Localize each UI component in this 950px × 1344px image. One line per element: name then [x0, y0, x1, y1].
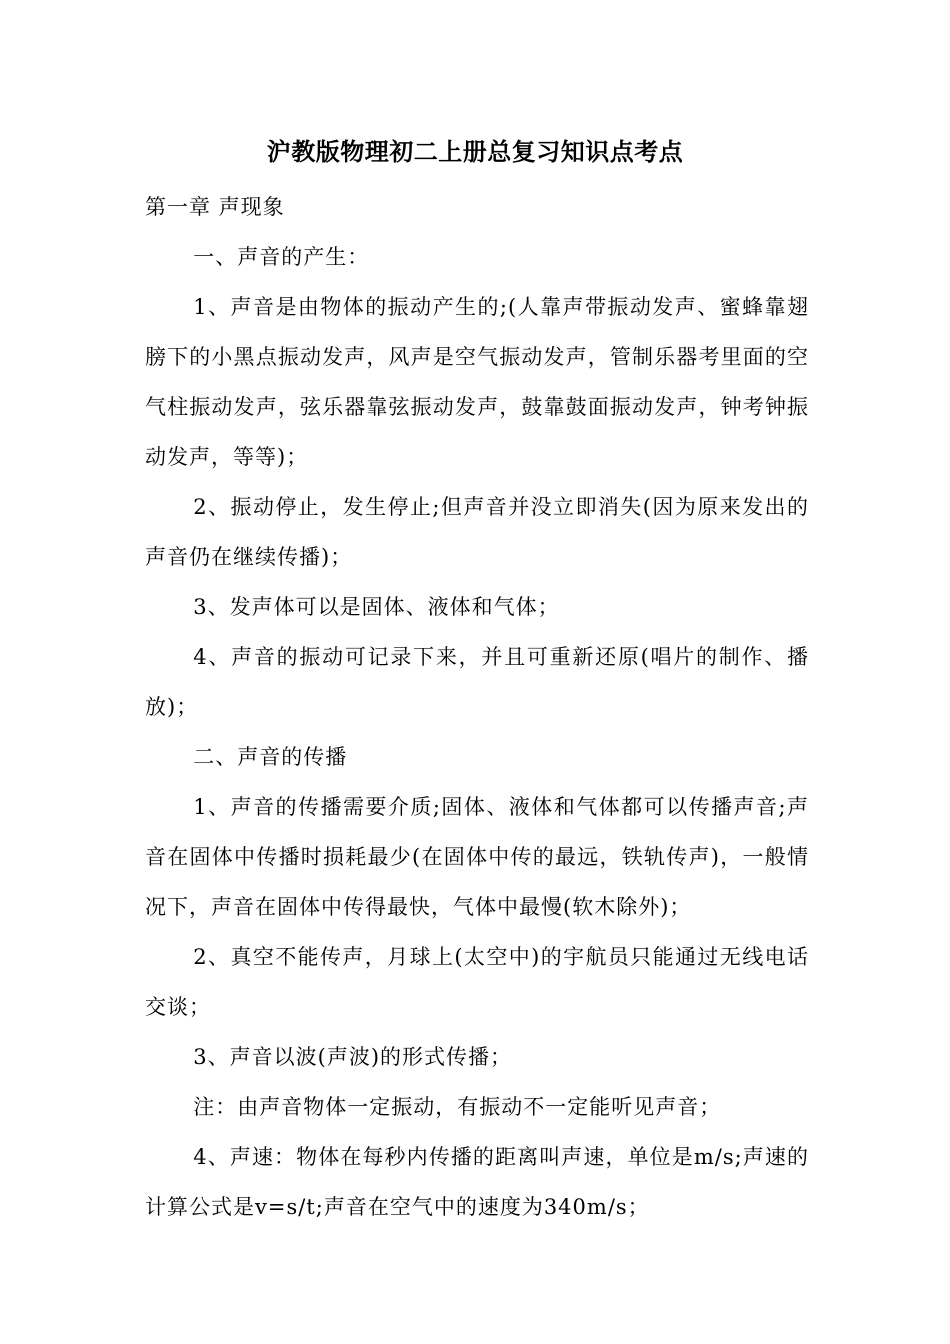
- paragraph: 4、声速：物体在每秒内传播的距离叫声速，单位是m/s;声速的计算公式是v=s/t;声音在空气中的速度为340m/s；: [145, 1145, 809, 1219]
- paragraph: 2、真空不能传声，月球上(太空中)的宇航员只能通过无线电话交谈；: [145, 945, 809, 1019]
- section-heading: 一、声音的产生：: [193, 245, 370, 269]
- paragraph: 3、发声体可以是固体、液体和气体；: [193, 595, 560, 619]
- paragraph: 4、声音的振动可记录下来，并且可重新还原(唱片的制作、播放)；: [145, 645, 809, 719]
- section-heading: 二、声音的传播: [193, 745, 348, 769]
- paragraph: 3、声音以波(声波)的形式传播；: [193, 1045, 513, 1069]
- document-title: 沪教版物理初二上册总复习知识点考点: [266, 138, 684, 166]
- chapter-heading: 第一章 声现象: [145, 195, 285, 219]
- document-body: [145, 182, 809, 1232]
- paragraph: 2、振动停止，发生停止;但声音并没立即消失(因为原来发出的声音仍在继续传播)；: [145, 495, 809, 569]
- paragraph: 1、声音的传播需要介质;固体、液体和气体都可以传播声音;声音在固体中传播时损耗最少(在固体中传的最远，铁轨传声)，一般情况下，声音在固体中传得最快，气体中最慢(软木除外)；: [145, 795, 809, 919]
- paragraph: 1、声音是由物体的振动产生的;(人靠声带振动发声、蜜蜂靠翅膀下的小黑点振动发声，风声是空气振动发声，管制乐器考里面的空气柱振动发声，弦乐器靠弦振动发声，鼓靠鼓面振动发声，钟考钟振动发声，等等)；: [145, 295, 809, 469]
- note-paragraph: 注：由声音物体一定振动，有振动不一定能听见声音；: [193, 1095, 722, 1119]
